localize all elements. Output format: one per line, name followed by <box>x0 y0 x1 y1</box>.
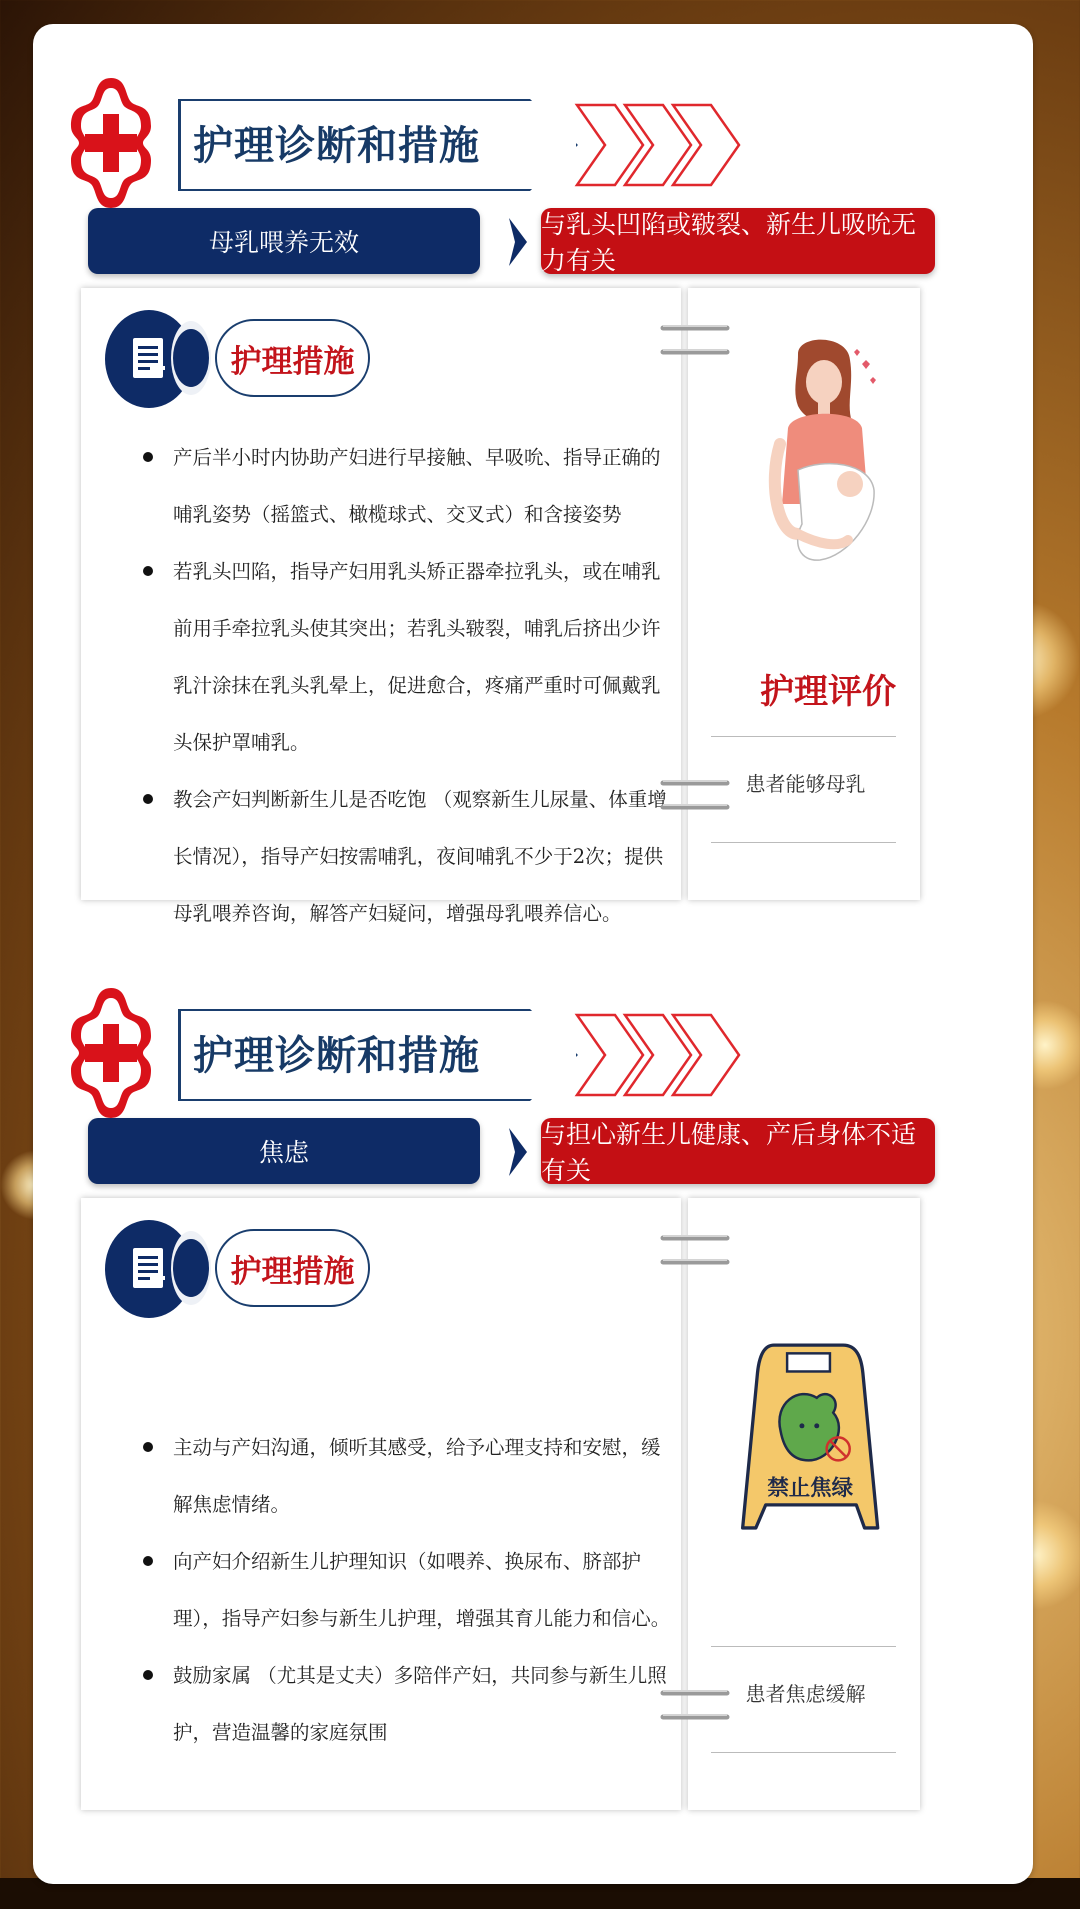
section-title: 护理诊断和措施 <box>193 1033 480 1079</box>
chevron-arrows-icon <box>573 1009 743 1101</box>
evaluation-divider <box>711 1646 896 1647</box>
measure-item: 产后半小时内协助产妇进行早接触、早吸吮、指导正确的哺乳姿势（摇篮式、橄榄球式、交叉式）和含接姿势 <box>141 429 671 543</box>
warning-sign-illustration <box>741 1319 881 1559</box>
evaluation-text: 患者焦虑缓解 <box>745 1682 866 1706</box>
header-dot <box>173 1239 209 1297</box>
sign-text: 禁止焦绿 <box>767 1476 853 1501</box>
measure-item: 向产妇介绍新生儿护理知识（如喂养、换尿布、脐部护理），指导产妇参与新生儿护理，增强其育儿能力和信心。 <box>141 1533 671 1647</box>
measure-item: 主动与产妇沟通，倾听其感受，给予心理支持和安慰，缓解焦虑情绪。 <box>141 1419 671 1533</box>
header-dot <box>173 329 209 387</box>
measures-heading: 护理措施 <box>215 1229 370 1307</box>
measures-list <box>141 1419 671 1761</box>
evaluation-text: 患者能够母乳 <box>745 772 866 796</box>
measures-list <box>141 429 671 942</box>
section-title: 护理诊断和措施 <box>193 123 480 169</box>
title-banner-edge <box>178 1009 181 1101</box>
evaluation-divider <box>711 736 896 737</box>
ring-binder-icon <box>655 1224 735 1284</box>
cause-pill: 与乳头凹陷或皲裂、新生儿吸吮无力有关 <box>541 208 935 274</box>
evaluation-divider <box>711 842 896 843</box>
chevron-right-icon <box>503 212 533 272</box>
title-banner-edge <box>178 99 181 191</box>
breastfeeding-mother-illustration <box>758 334 898 624</box>
chevron-right-icon <box>503 1122 533 1182</box>
measure-item: 教会产妇判断新生儿是否吃饱 （观察新生儿尿量、体重增长情况），指导产妇按需哺乳，夜间哺乳不少于2次；提供母乳喂养咨询，解答产妇疑问，增强母乳喂养信心。 <box>141 771 671 942</box>
ring-binder-icon <box>655 314 735 374</box>
chevron-arrows-icon <box>573 99 743 191</box>
evaluation-heading: 护理评价 <box>760 672 896 712</box>
diagnosis-pill: 焦虑 <box>88 1118 480 1184</box>
measures-heading: 护理措施 <box>215 319 370 397</box>
red-cross-icon <box>69 74 153 212</box>
diagnosis-pill: 母乳喂养无效 <box>88 208 480 274</box>
content-sheet <box>33 24 1033 1884</box>
nursing-section-2 <box>33 934 1033 1814</box>
measure-item: 若乳头凹陷，指导产妇用乳头矫正器牵拉乳头，或在哺乳前用手牵拉乳头使其突出；若乳头皲裂，哺乳后挤出少许乳汁涂抹在乳头乳晕上，促进愈合，疼痛严重时可佩戴乳头保护罩哺乳。 <box>141 543 671 771</box>
measure-item: 鼓励家属 （尤其是丈夫）多陪伴产妇，共同参与新生儿照护，营造温馨的家庭氛围 <box>141 1647 671 1761</box>
nursing-section-1 <box>33 24 1033 925</box>
evaluation-divider <box>711 1752 896 1753</box>
cause-pill: 与担心新生儿健康、产后身体不适有关 <box>541 1118 935 1184</box>
red-cross-icon <box>69 984 153 1122</box>
